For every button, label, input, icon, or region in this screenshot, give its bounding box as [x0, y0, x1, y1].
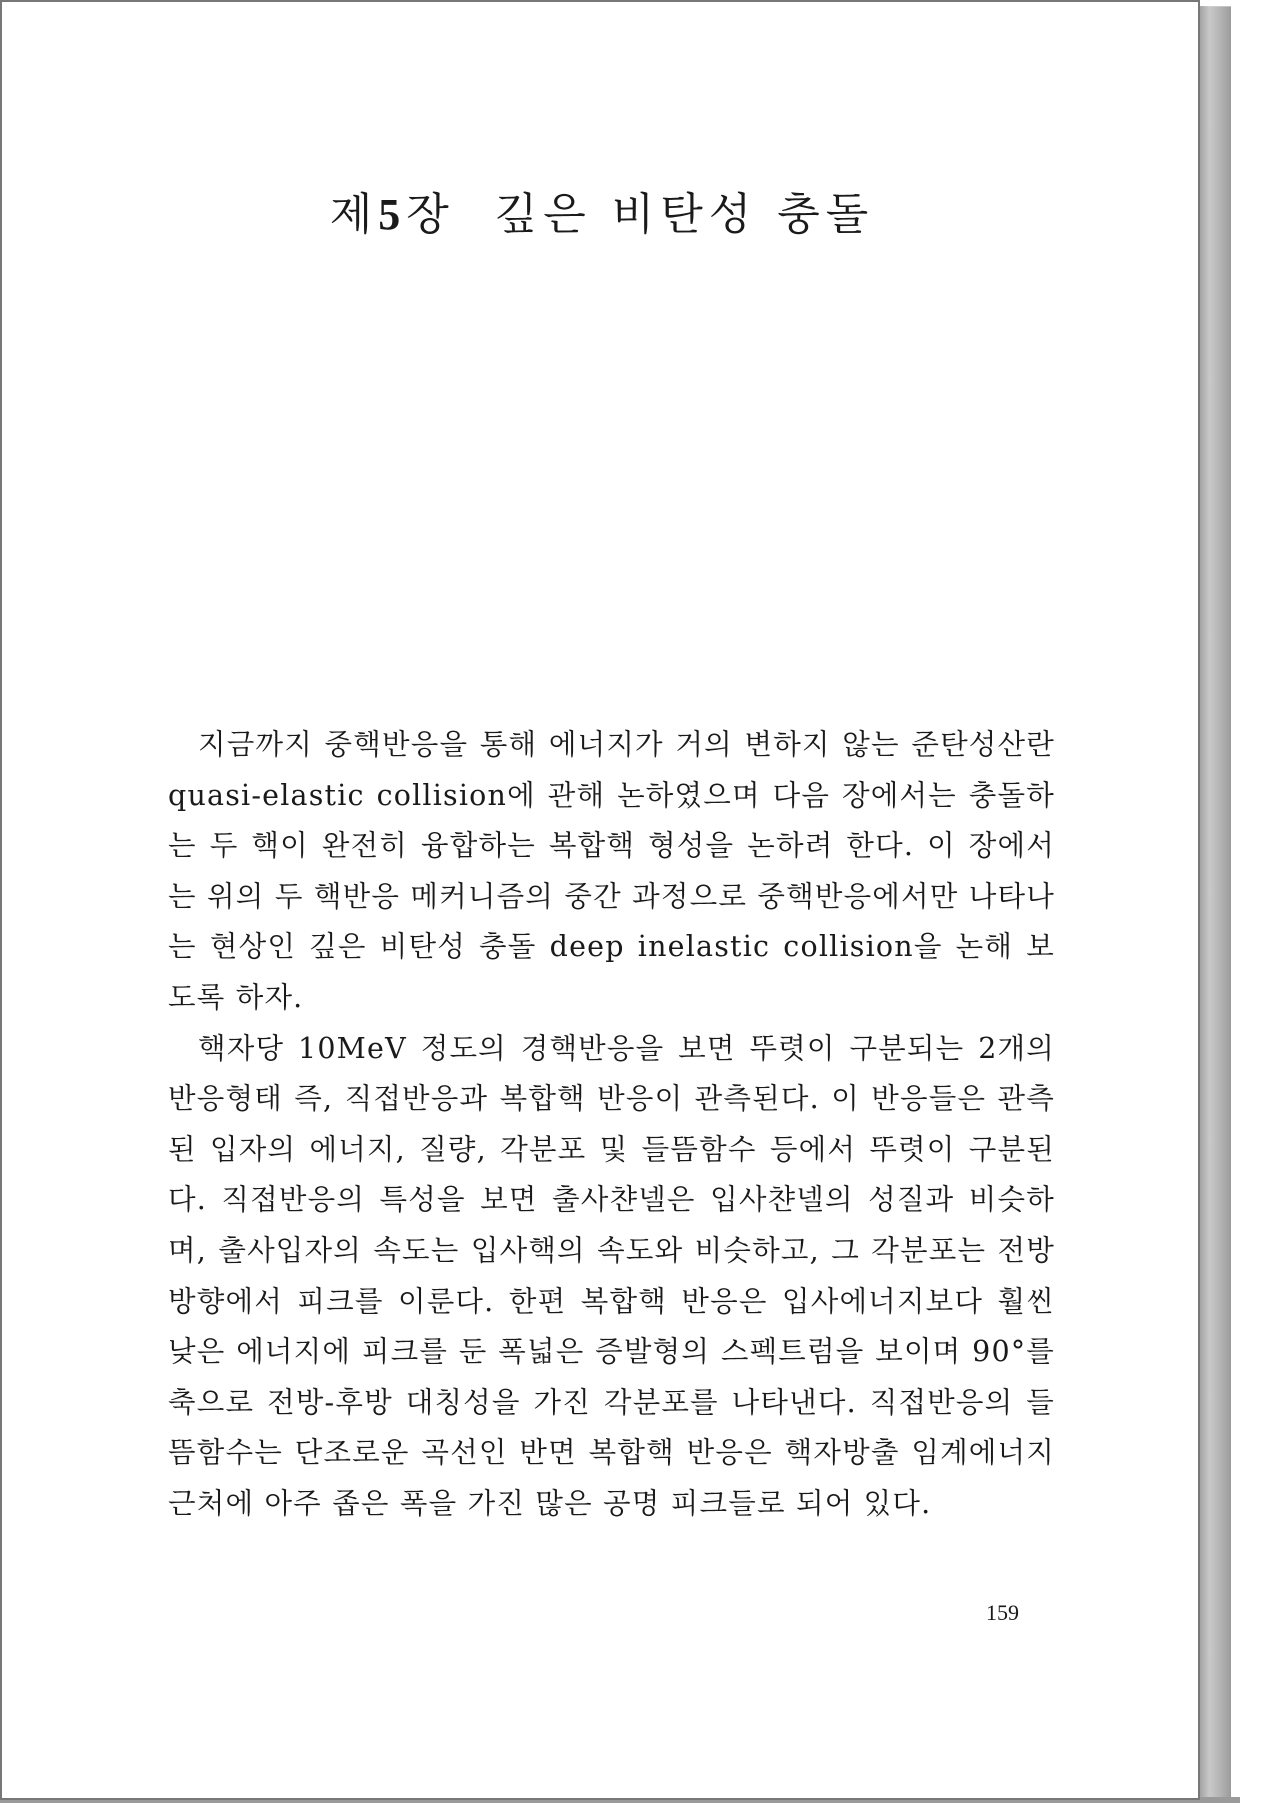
chapter-title-text: 깊은 비탄성 충돌 — [494, 189, 875, 240]
page-stack-edge — [1195, 6, 1231, 1802]
chapter-title — [2, 178, 1202, 242]
paragraph-2: 핵자당 10MeV 정도의 경핵반응을 보면 뚜렷이 구분되는 2개의 반응형태 즉, 직접반응과 복합핵 반응이 관측된다. 이 반응들은 관측된 입자의 에너지, 질량, 각분포 및 들뜸함수 등에서 뚜렷이 구분된다. 직접반응의 특성을 보면 출사챤넬은 입사챤넬의 성질과 비슷하며, 출사입자의 속도는 입사핵의 속도와 비슷하고, 그 각분포는 전방방향에서 피크를 이룬다. 한편 복합핵 반응은 입사에너지보다 훨씬 낮은 에너지에 피크를 둔 폭넓은 증발형의 스펙트럼을 보이며 90°를 축으로 전방-후방 대칭성을 가진 각분포를 나타낸다. 직접반응의 들뜸함수는 단조로운 곡선인 반면 복합핵 반응은 핵자방출 임계에너지 근처에 아주 좁은 폭을 가진 많은 공명 피크들로 되어 있다. — [168, 1031, 1055, 1520]
chapter-number: 5 — [378, 190, 407, 239]
chapter-suffix: 장 — [406, 189, 455, 240]
body-text — [168, 720, 1055, 1530]
paragraph-1: 지금까지 중핵반응을 통해 에너지가 거의 변하지 않는 준탄성산란 quasi-elastic collision에 관해 논하였으며 다음 장에서는 충돌하는 두 핵이 완전히 융합하는 복합핵 형성을 논하려 한다. 이 장에서는 위의 두 핵반응 메커니즘의 중간 과정으로 중핵반응에서만 나타나는 현상인 깊은 비탄성 충돌 deep inelastic collision을 논해 보도록 하자. — [168, 728, 1055, 1014]
page-number: 159 — [986, 1600, 1019, 1625]
chapter-prefix: 제 — [329, 189, 379, 240]
